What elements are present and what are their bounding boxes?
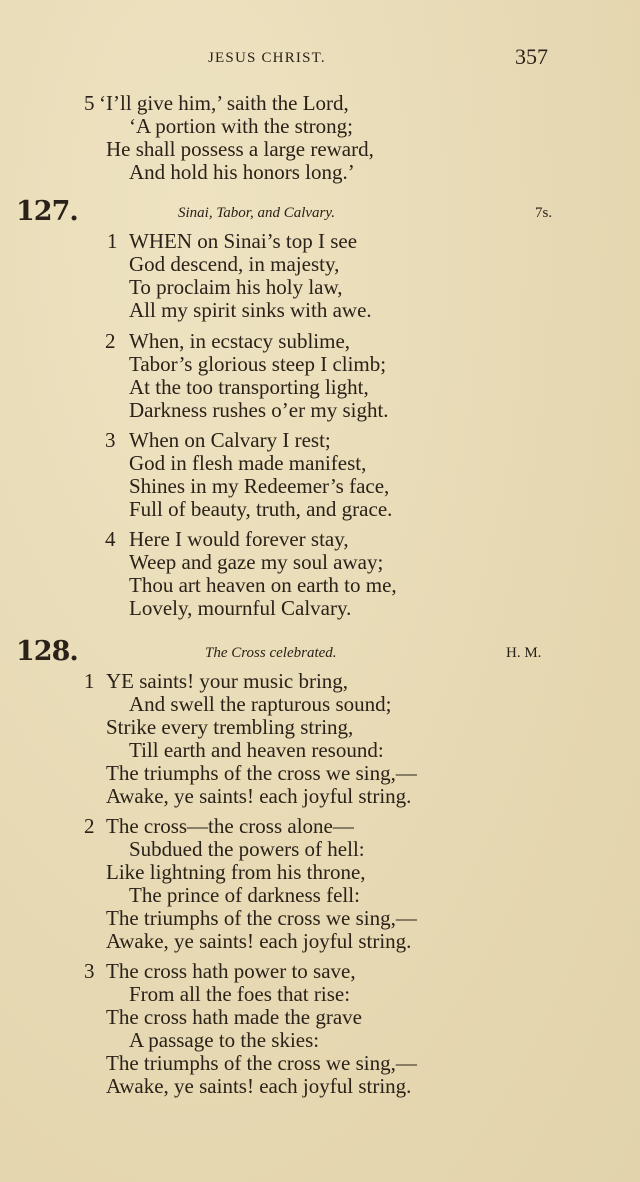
verse-line: YE saints! your music bring, [106, 669, 349, 693]
verse-line: When on Calvary I rest; [129, 428, 331, 452]
verse-line: Shines in my Redeemer’s face, [129, 474, 390, 498]
verse-line: All my spirit sinks with awe. [129, 298, 372, 322]
running-head [0, 44, 640, 74]
verse-line: Awake, ye saints! each joyful string. [106, 929, 412, 953]
hymn-number: 128. [16, 636, 78, 667]
verse-line: God in flesh made manifest, [129, 451, 367, 475]
verse-line: Here I would forever stay, [129, 527, 349, 551]
verse-line: The cross hath made the grave [106, 1005, 362, 1029]
verse-line: The cross hath power to save, [106, 959, 356, 983]
verse-line: And swell the rapturous sound; [129, 692, 392, 716]
verse-number: 1 [84, 669, 95, 693]
verse-line: Full of beauty, truth, and grace. [129, 497, 393, 521]
verse-line: To proclaim his holy law, [129, 275, 343, 299]
verse-line: The triumphs of the cross we sing,— [106, 906, 417, 930]
verse-number: 2 [84, 814, 95, 838]
verse-number: 1 [107, 229, 118, 253]
verse-line: A passage to the skies: [129, 1028, 320, 1052]
verse-line: And hold his honors long.’ [129, 160, 355, 184]
verse-line: Subdued the powers of hell: [129, 837, 365, 861]
verse-line: The triumphs of the cross we sing,— [106, 761, 417, 785]
hymn-title: The Cross celebrated. [205, 645, 337, 661]
verse-line: Thou art heaven on earth to me, [129, 573, 397, 597]
verse-line: God descend, in majesty, [129, 252, 340, 276]
hymn-title: Sinai, Tabor, and Calvary. [178, 205, 335, 221]
verse-line: ‘I’ll give him,’ saith the Lord, [99, 91, 349, 115]
verse-line: The prince of darkness fell: [129, 883, 360, 907]
verse-line: Lovely, mournful Calvary. [129, 596, 352, 620]
hymn-meter: H. M. [506, 645, 542, 661]
verse-number: 4 [105, 527, 116, 551]
verse-line: WHEN on Sinai’s top I see [129, 229, 358, 253]
verse-line: Till earth and heaven resound: [129, 738, 384, 762]
verse-number: 5 [84, 91, 95, 115]
verse-line: Darkness rushes o’er my sight. [129, 398, 389, 422]
verse-number: 3 [105, 428, 116, 452]
verse-line: From all the foes that rise: [129, 982, 351, 1006]
verse-line: Weep and gaze my soul away; [129, 550, 384, 574]
running-title: JESUS CHRIST. [208, 50, 326, 66]
page-number: 357 [515, 44, 548, 69]
verse-line: The cross—the cross alone— [106, 814, 354, 838]
verse-line: The triumphs of the cross we sing,— [106, 1051, 417, 1075]
verse-line: When, in ecstacy sublime, [129, 329, 351, 353]
hymn-heading [0, 196, 640, 226]
hymn-number: 127. [16, 196, 78, 227]
verse-line: Like lightning from his throne, [106, 860, 366, 884]
verse-line: Awake, ye saints! each joyful string. [106, 1074, 412, 1098]
verse-number: 2 [105, 329, 116, 353]
verse-line: Tabor’s glorious steep I climb; [129, 352, 387, 376]
verse-line: At the too transporting light, [129, 375, 369, 399]
hymn-meter: 7s. [535, 205, 553, 221]
verse-number: 3 [84, 959, 95, 983]
verse-line: Awake, ye saints! each joyful string. [106, 784, 412, 808]
verse-line: Strike every trembling string, [106, 715, 354, 739]
hymn-heading [0, 636, 640, 666]
verse-line: He shall possess a large reward, [106, 137, 374, 161]
verse-line: ‘A portion with the strong; [129, 114, 353, 138]
